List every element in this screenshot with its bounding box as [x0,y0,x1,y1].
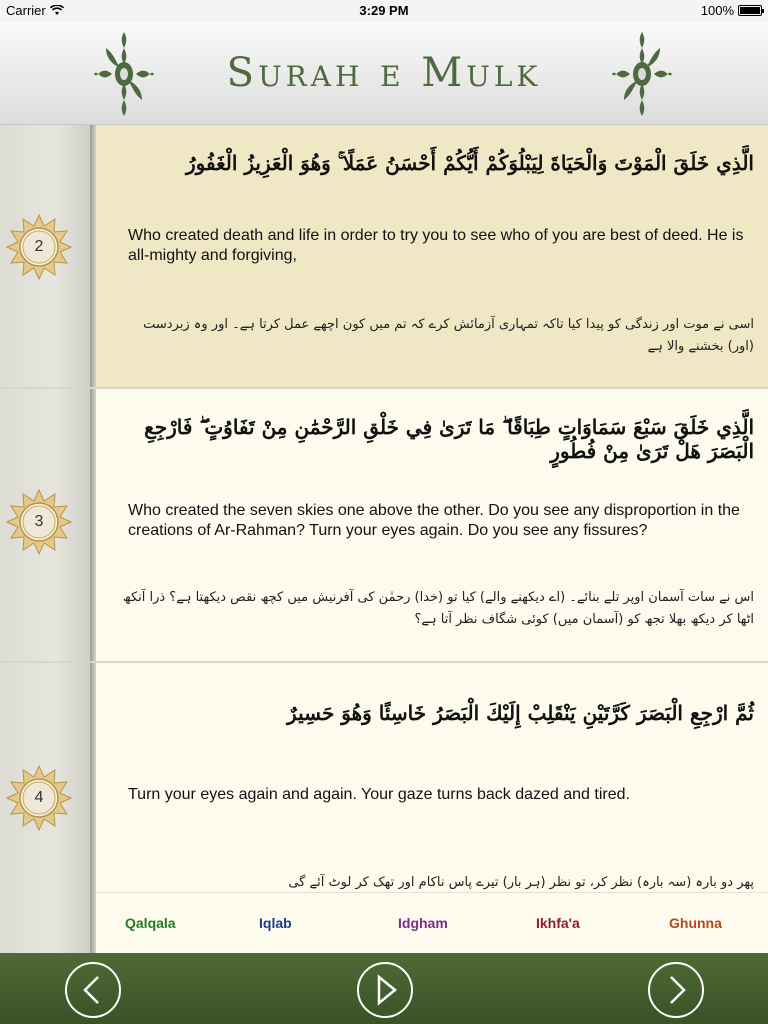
battery-fill [740,7,760,14]
play-button[interactable] [357,962,413,1018]
verse-number: 4 [34,789,44,806]
previous-verse-button[interactable] [65,962,121,1018]
legend-ghunna: Ghunna [669,915,722,931]
battery-percent: 100% [700,3,734,18]
status-bar [0,0,768,22]
urdu-translation: اسی نے موت اور زندگی کو پیدا کیا تاکہ تمہاری آزمائش کرے کہ تم میں کون اچھے عمل کرتا ہے۔ اور وہ زبردست (اور) بخشنے والا ہے [143,317,754,354]
english-translation: Turn your eyes again and again. Your gaze turns back dazed and tired. [128,786,630,803]
arabic-text: الَّذِي خَلَقَ سَبْعَ سَمَاوَاتٍ طِبَاقًا ۖ مَا تَرَىٰ فِي خَلْقِ الرَّحْمَٰنِ مِنْ تَفَاوُتٍ ۖ فَارْجِعِ الْبَصَرَ هَلْ تَرَىٰ مِنْ فُطُورٍ [144,415,754,463]
status-right [701,3,762,18]
chevron-right-icon [659,973,693,1007]
arabic-text: الَّذِي خَلَقَ الْمَوْتَ وَالْحَيَاةَ لِيَبْلُوَكُمْ أَيُّكُمْ أَحْسَنُ عَمَلًا ۚ وَهُوَ الْعَزِيزُ الْغَفُورُ [185,151,754,175]
battery-icon [738,5,762,16]
urdu-translation: اس نے سات آسمان اوپر تلے بنائے۔ (اے دیکھنے والے) کیا تو (خدا) رحمٰن کی آفرنیش میں کچھ نقص دیکھتا ہے؟ ذرا آنکھ اٹھا کر دیکھ بھلا تجھ کو (آسمان میں) کوئی شگاف نظر آتا ہے؟ [122,590,754,627]
verse-number: 3 [34,513,44,530]
legend-idgham: Idgham [398,915,448,931]
urdu-translation: پھر دو بارہ (سہ بارہ) نظر کر، تو نظر (ہر بار) تیرے پاس ناکام اور تھک کر لوٹ آئے گی [288,875,754,890]
legend-iqlab: Iqlab [259,915,292,931]
app-header [0,22,768,125]
english-translation: Who created death and life in order to try you to see who of you are best of deed. He is all-mighty and forgiving, [128,227,744,264]
tajweed-legend [96,892,768,953]
page-title: Surah e Mulk [226,50,542,96]
verse-content [96,389,768,663]
verse-list[interactable] [0,125,768,953]
chevron-left-icon [76,973,110,1007]
verse-number: 2 [34,238,44,255]
legend-ikhfaa: Ikhfa'a [536,915,580,931]
carrier-label: Carrier [6,3,46,18]
arabic-text: ثُمَّ ارْجِعِ الْبَصَرَ كَرَّتَيْنِ يَنْقَلِبْ إِلَيْكَ الْبَصَرُ خَاسِئًا وَهُوَ حَسِيرٌ [287,701,754,725]
legend-qalqala: Qalqala [125,915,176,931]
verse-row[interactable] [0,125,768,389]
play-icon [368,973,402,1007]
verse-content [96,125,768,389]
status-time: 3:29 PM [359,3,409,18]
english-translation: Who created the seven skies one above the other. Do you see any disproportion in the creations of Ar-Rahman? Turn your eyes again. Do you see any fissures? [128,502,740,539]
verse-number-badge [6,214,72,280]
verse-number-badge [6,765,72,831]
next-verse-button[interactable] [648,962,704,1018]
verse-number-badge [6,489,72,555]
bottom-toolbar [0,953,768,1024]
floral-ornament-icon [612,28,672,120]
verse-row[interactable] [0,389,768,663]
